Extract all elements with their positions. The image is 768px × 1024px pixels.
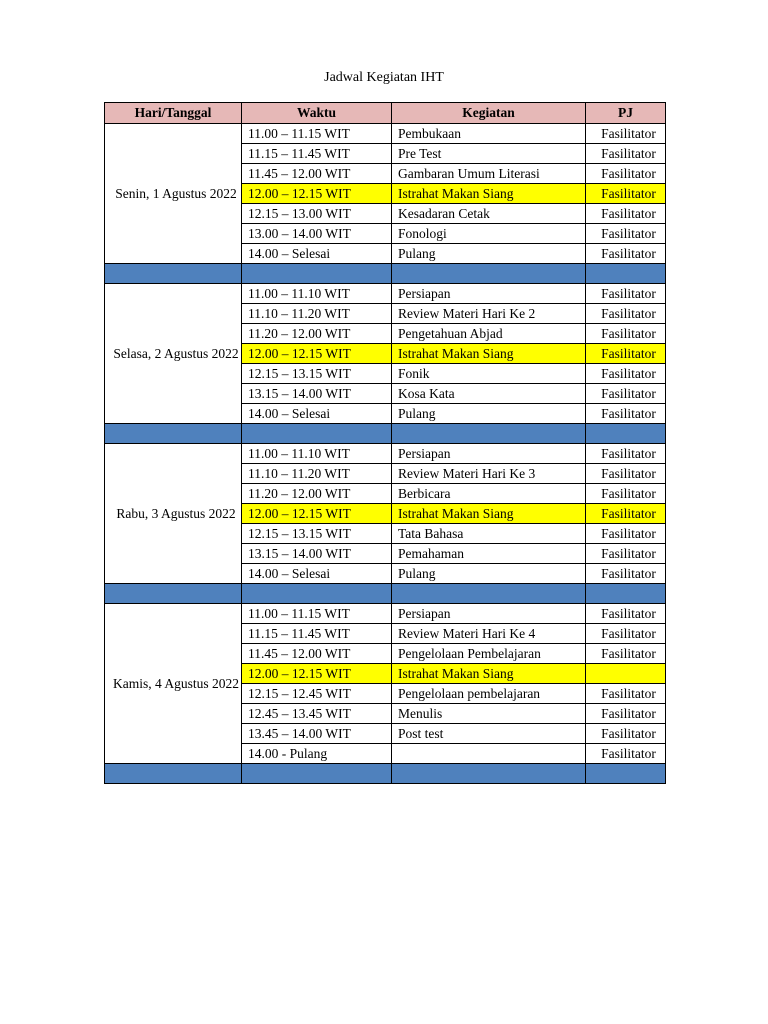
separator-cell (586, 584, 666, 604)
time-cell: 11.45 – 12.00 WIT (242, 164, 392, 184)
activity-cell: Pengelolaan Pembelajaran (392, 644, 586, 664)
activity-cell: Pulang (392, 244, 586, 264)
time-cell: 12.15 – 13.15 WIT (242, 364, 392, 384)
time-cell: 12.00 – 12.15 WIT (242, 184, 392, 204)
separator-cell (586, 764, 666, 784)
time-cell: 14.00 – Selesai (242, 244, 392, 264)
activity-cell: Pulang (392, 564, 586, 584)
activity-cell: Pembukaan (392, 124, 586, 144)
time-cell: 11.45 – 12.00 WIT (242, 644, 392, 664)
header-hari-tanggal: Hari/Tanggal (105, 103, 242, 124)
time-cell: 12.15 – 13.15 WIT (242, 524, 392, 544)
activity-cell: Review Materi Hari Ke 2 (392, 304, 586, 324)
activity-cell: Pengelolaan pembelajaran (392, 684, 586, 704)
activity-cell: Istrahat Makan Siang (392, 184, 586, 204)
pj-cell: Fasilitator (586, 204, 666, 224)
time-cell: 11.20 – 12.00 WIT (242, 324, 392, 344)
pj-cell: Fasilitator (586, 304, 666, 324)
day-separator-row (105, 584, 666, 604)
separator-cell (105, 584, 242, 604)
time-cell: 11.00 – 11.10 WIT (242, 284, 392, 304)
pj-cell: Fasilitator (586, 744, 666, 764)
pj-cell: Fasilitator (586, 184, 666, 204)
pj-cell: Fasilitator (586, 624, 666, 644)
activity-cell: Fonologi (392, 224, 586, 244)
header-pj: PJ (586, 103, 666, 124)
header-waktu: Waktu (242, 103, 392, 124)
pj-cell: Fasilitator (586, 704, 666, 724)
activity-cell: Pengetahuan Abjad (392, 324, 586, 344)
pj-cell: Fasilitator (586, 724, 666, 744)
time-cell: 14.00 – Selesai (242, 564, 392, 584)
activity-cell: Gambaran Umum Literasi (392, 164, 586, 184)
pj-cell: Fasilitator (586, 524, 666, 544)
time-cell: 12.00 – 12.15 WIT (242, 664, 392, 684)
activity-cell: Tata Bahasa (392, 524, 586, 544)
separator-cell (392, 424, 586, 444)
time-cell: 11.00 – 11.15 WIT (242, 124, 392, 144)
document-title: Jadwal Kegiatan IHT (324, 70, 444, 85)
activity-cell: Istrahat Makan Siang (392, 504, 586, 524)
separator-cell (392, 264, 586, 284)
activity-cell: Istrahat Makan Siang (392, 344, 586, 364)
activity-cell: Post test (392, 724, 586, 744)
activity-cell: Review Materi Hari Ke 4 (392, 624, 586, 644)
pj-cell: Fasilitator (586, 244, 666, 264)
time-cell: 12.15 – 13.00 WIT (242, 204, 392, 224)
day-separator-row (105, 764, 666, 784)
time-cell: 12.45 – 13.45 WIT (242, 704, 392, 724)
separator-cell (105, 424, 242, 444)
day-label: Selasa, 2 Agustus 2022 (105, 284, 242, 424)
time-cell: 12.00 – 12.15 WIT (242, 344, 392, 364)
time-cell: 12.00 – 12.15 WIT (242, 504, 392, 524)
time-cell: 11.00 – 11.15 WIT (242, 604, 392, 624)
activity-cell: Berbicara (392, 484, 586, 504)
pj-cell: Fasilitator (586, 124, 666, 144)
activity-cell (392, 744, 586, 764)
pj-cell: Fasilitator (586, 464, 666, 484)
day-label: Senin, 1 Agustus 2022 (105, 124, 242, 264)
separator-cell (586, 264, 666, 284)
time-cell: 11.10 – 11.20 WIT (242, 304, 392, 324)
separator-cell (242, 584, 392, 604)
table-row (105, 124, 666, 144)
activity-cell: Pre Test (392, 144, 586, 164)
pj-cell: Fasilitator (586, 364, 666, 384)
pj-cell: Fasilitator (586, 324, 666, 344)
pj-cell: Fasilitator (586, 384, 666, 404)
activity-cell: Persiapan (392, 284, 586, 304)
day-label: Kamis, 4 Agustus 2022 (105, 604, 242, 764)
time-cell: 13.00 – 14.00 WIT (242, 224, 392, 244)
pj-cell: Fasilitator (586, 644, 666, 664)
pj-cell: Fasilitator (586, 404, 666, 424)
time-cell: 12.15 – 12.45 WIT (242, 684, 392, 704)
separator-cell (586, 424, 666, 444)
day-label: Rabu, 3 Agustus 2022 (105, 444, 242, 584)
pj-cell: Fasilitator (586, 484, 666, 504)
activity-cell: Fonik (392, 364, 586, 384)
activity-cell: Persiapan (392, 604, 586, 624)
table-row (105, 444, 666, 464)
pj-cell: Fasilitator (586, 284, 666, 304)
time-cell: 13.45 – 14.00 WIT (242, 724, 392, 744)
separator-cell (392, 764, 586, 784)
pj-cell (586, 664, 666, 684)
activity-cell: Persiapan (392, 444, 586, 464)
time-cell: 14.00 – Selesai (242, 404, 392, 424)
time-cell: 11.15 – 11.45 WIT (242, 624, 392, 644)
separator-cell (105, 764, 242, 784)
activity-cell: Kosa Kata (392, 384, 586, 404)
pj-cell: Fasilitator (586, 504, 666, 524)
activity-cell: Pulang (392, 404, 586, 424)
table-header-row (105, 103, 666, 124)
separator-cell (392, 584, 586, 604)
header-kegiatan: Kegiatan (392, 103, 586, 124)
separator-cell (242, 764, 392, 784)
day-separator-row (105, 264, 666, 284)
time-cell: 13.15 – 14.00 WIT (242, 384, 392, 404)
activity-cell: Menulis (392, 704, 586, 724)
activity-cell: Kesadaran Cetak (392, 204, 586, 224)
time-cell: 14.00 - Pulang (242, 744, 392, 764)
schedule-body (105, 124, 666, 784)
time-cell: 11.10 – 11.20 WIT (242, 464, 392, 484)
day-separator-row (105, 424, 666, 444)
activity-cell: Review Materi Hari Ke 3 (392, 464, 586, 484)
schedule-table (104, 102, 666, 784)
table-row (105, 604, 666, 624)
separator-cell (242, 424, 392, 444)
pj-cell: Fasilitator (586, 224, 666, 244)
pj-cell: Fasilitator (586, 164, 666, 184)
pj-cell: Fasilitator (586, 684, 666, 704)
time-cell: 11.15 – 11.45 WIT (242, 144, 392, 164)
pj-cell: Fasilitator (586, 444, 666, 464)
activity-cell: Istrahat Makan Siang (392, 664, 586, 684)
pj-cell: Fasilitator (586, 564, 666, 584)
pj-cell: Fasilitator (586, 544, 666, 564)
separator-cell (242, 264, 392, 284)
separator-cell (105, 264, 242, 284)
pj-cell: Fasilitator (586, 144, 666, 164)
time-cell: 13.15 – 14.00 WIT (242, 544, 392, 564)
activity-cell: Pemahaman (392, 544, 586, 564)
pj-cell: Fasilitator (586, 604, 666, 624)
time-cell: 11.00 – 11.10 WIT (242, 444, 392, 464)
time-cell: 11.20 – 12.00 WIT (242, 484, 392, 504)
table-row (105, 284, 666, 304)
pj-cell: Fasilitator (586, 344, 666, 364)
